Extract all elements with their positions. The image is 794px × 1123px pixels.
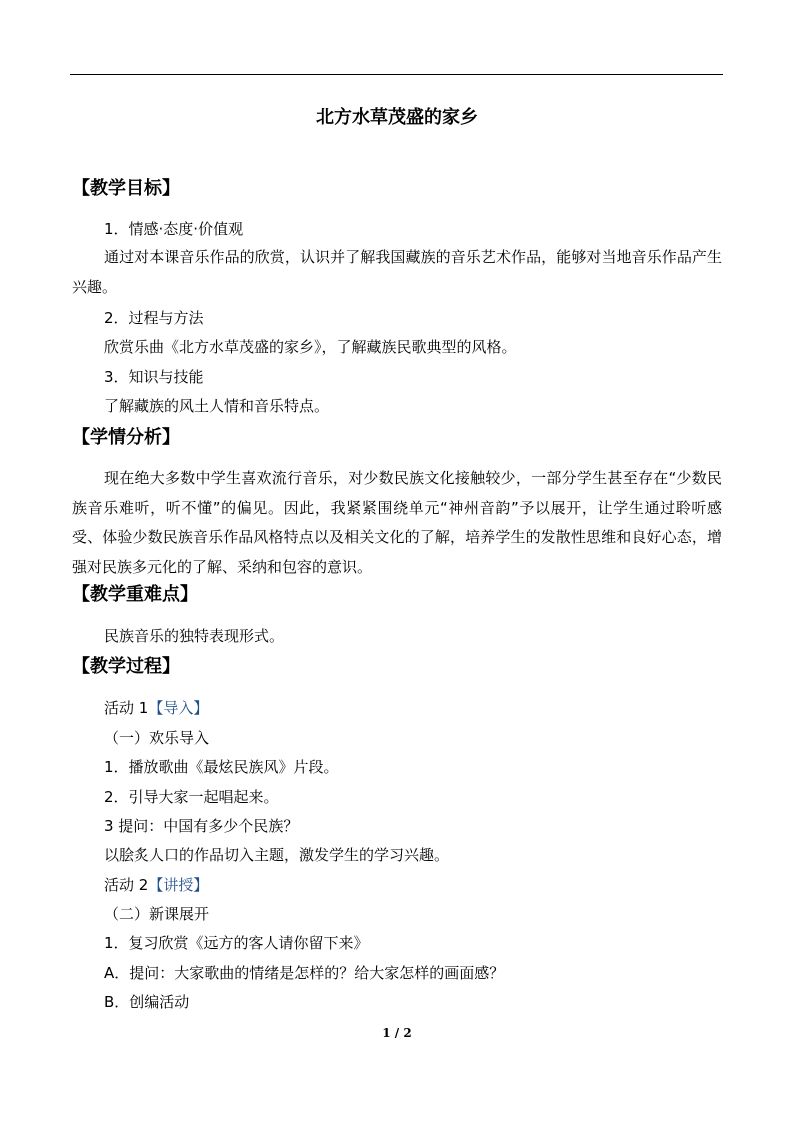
activity1-tag: 【导入】 — [148, 699, 209, 717]
section-heading-process: 【教学过程】 — [72, 656, 180, 677]
process-step5: 1．复习欣赏《远方的客人请你留下来》 — [104, 934, 369, 952]
activity2-prefix: 活动 2 — [104, 876, 149, 894]
goals-item3-text: 了解藏族的风土人情和音乐特点。 — [104, 397, 330, 415]
process-step4: 以脍炙人口的作品切入主题，激发学生的学习兴趣。 — [104, 846, 450, 864]
goals-item1-text: 通过对本课音乐作品的欣赏，认识并了解我国藏族的音乐艺术作品，能够对当地音乐作品产生兴趣。 — [72, 248, 722, 296]
section-heading-goals: 【教学目标】 — [72, 178, 180, 199]
goals-item2-text: 欣赏乐曲《北方水草茂盛的家乡》，了解藏族民歌典型的风格。 — [104, 338, 517, 356]
process-part2: （二）新课展开 — [104, 905, 210, 923]
goals-item2-label: 2．过程与方法 — [104, 309, 204, 327]
document-title: 北方水草茂盛的家乡 — [316, 107, 478, 128]
process-step1: 1．播放歌曲《最炫民族风》片段。 — [104, 758, 339, 776]
key-points-text: 民族音乐的独特表现形式。 — [104, 627, 285, 645]
activity1-prefix: 活动 1 — [104, 699, 149, 717]
analysis-paragraph: 现在绝大多数中学生喜欢流行音乐，对少数民族文化接触较少，一部分学生甚至存在“少数民族音乐难听，听不懂”的偏见。因此，我紧紧围绕单元“神州音韵”予以展开，让学生通过聆听感受、体验少数民族音乐作品风格特点以及相关文化的了解，培养学生的发散性思维和良好心态，增强对民族多元化的了解、采纳和包容的意识。 — [72, 469, 722, 576]
activity1-line — [104, 697, 208, 719]
process-step2: 2．引导大家一起唱起来。 — [104, 788, 279, 806]
process-step7: B．创编活动 — [104, 993, 190, 1011]
section-heading-analysis: 【学情分析】 — [72, 427, 180, 448]
goals-item1-label: 1．情感·态度·价值观 — [104, 220, 244, 238]
process-part1: （一）欢乐导入 — [104, 729, 210, 747]
activity2-line — [104, 874, 208, 896]
process-step3: 3 提问：中国有多少个民族？ — [104, 817, 299, 835]
activity2-tag: 【讲授】 — [148, 876, 209, 894]
header-rule — [70, 74, 723, 75]
goals-item3-label: 3．知识与技能 — [104, 368, 204, 386]
process-step6: A．提问：大家歌曲的情绪是怎样的？给大家怎样的画面感？ — [104, 964, 505, 982]
section-heading-key-points: 【教学重难点】 — [72, 584, 198, 605]
page-number: 1 / 2 — [382, 1026, 412, 1040]
